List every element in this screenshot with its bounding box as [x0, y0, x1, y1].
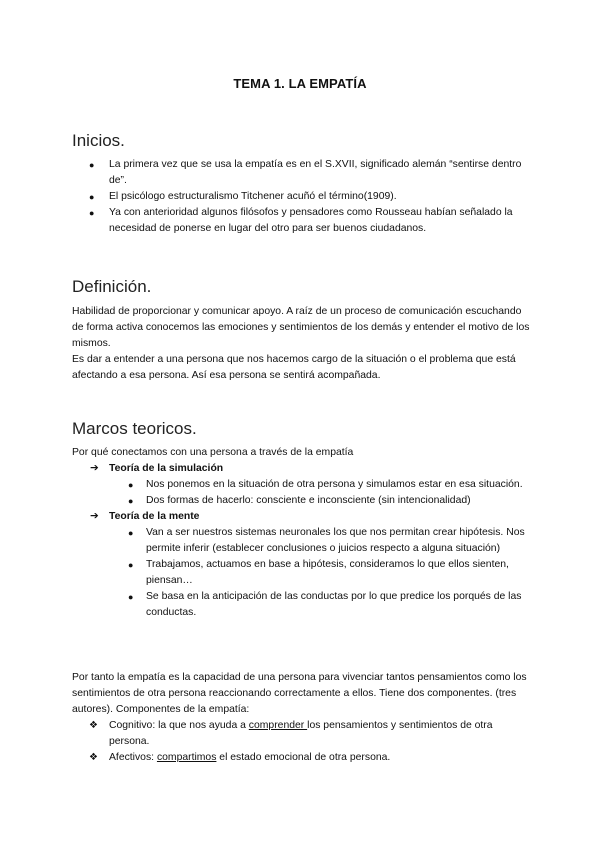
underlined-word: comprender — [248, 720, 308, 731]
theory-heading: ➔ Teoría de la mente — [72, 509, 532, 525]
paragraph: Es dar a entender a una persona que nos hacemos cargo de la situación o el problema que está afectando a esa persona. Así esa persona se sentirá acompañada. — [72, 354, 516, 381]
theory-heading: ➔ Teoría de la simulación — [72, 461, 532, 477]
bullet-icon: ● — [89, 208, 95, 218]
underlined-word: compartimos — [156, 752, 217, 763]
marcos-section — [72, 445, 532, 621]
list-item: ● Se basa en la anticipación de las conductas por lo que predice los porqués de las conductas. — [128, 591, 522, 618]
arrow-right-icon: ➔ — [90, 463, 99, 474]
arrow-right-icon: ➔ — [90, 511, 99, 522]
summary-section — [72, 670, 534, 766]
bullet-icon: ● — [89, 160, 95, 170]
bullet-icon: ● — [128, 496, 134, 506]
heading-definicion: Definición. — [72, 277, 152, 296]
heading-inicios: Inicios. — [72, 131, 125, 150]
paragraph: Habilidad de proporcionar y comunicar apoyo. A raíz de un proceso de comunicación escuchando de forma activa conocemos las emociones y sentimientos de los demás y entender el motivo de los mismos. — [72, 306, 530, 349]
list-item: ● Dos formas de hacerlo: consciente e inconsciente (sin intencionalidad) — [72, 493, 532, 509]
bullet-icon: ● — [128, 480, 134, 490]
heading-marcos: Marcos teoricos. — [72, 419, 197, 438]
bullet-icon: ● — [89, 192, 95, 202]
marcos-intro: Por qué conectamos con una persona a través de la empatía — [72, 447, 354, 458]
bullet-icon: ● — [128, 528, 134, 538]
summary-paragraph: Por tanto la empatía es la capacidad de una persona para vivenciar tantos pensamientos como los sentimientos de otra persona reaccionando correctamente a ellos. Tiene dos componentes. (tres autores). Componentes de la empatía: — [72, 672, 527, 715]
bullet-icon: ● — [128, 560, 134, 570]
list-item: ❖ Cognitivo: la que nos ayuda a comprender los pensamientos y sentimientos de otra persona. — [89, 720, 493, 747]
list-item: ● Ya con anterioridad algunos filósofos y pensadores como Rousseau habían señalado la necesidad de ponerse en lugar del otro para ser buenos ciudadanos. — [89, 207, 513, 234]
list-item: ● Nos ponemos en la situación de otra persona y simulamos estar en esa situación. — [72, 477, 532, 493]
list-item: ● La primera vez que se usa la empatía es en el S.XVII, significado alemán “sentirse dentro de”. — [89, 159, 522, 186]
diamond-bullet-icon: ❖ — [89, 720, 98, 731]
document-title: TEMA 1. LA EMPATÍA — [233, 76, 367, 91]
inicios-list — [72, 157, 532, 237]
list-item: ❖ Afectivos: compartimos el estado emocional de otra persona. — [72, 750, 534, 766]
bullet-icon: ● — [128, 592, 134, 602]
list-item: ● El psicólogo estructuralismo Titchener acuñó el término(1909). — [72, 189, 532, 205]
list-item: ● Trabajamos, actuamos en base a hipótesis, consideramos lo que ellos sienten, piensan… — [128, 559, 509, 586]
definicion-text — [72, 304, 534, 384]
diamond-bullet-icon: ❖ — [89, 752, 98, 763]
list-item: ● Van a ser nuestros sistemas neuronales los que nos permitan crear hipótesis. Nos permite inferir (establecer conclusiones o juicios respecto a alguna situación) — [128, 527, 525, 554]
